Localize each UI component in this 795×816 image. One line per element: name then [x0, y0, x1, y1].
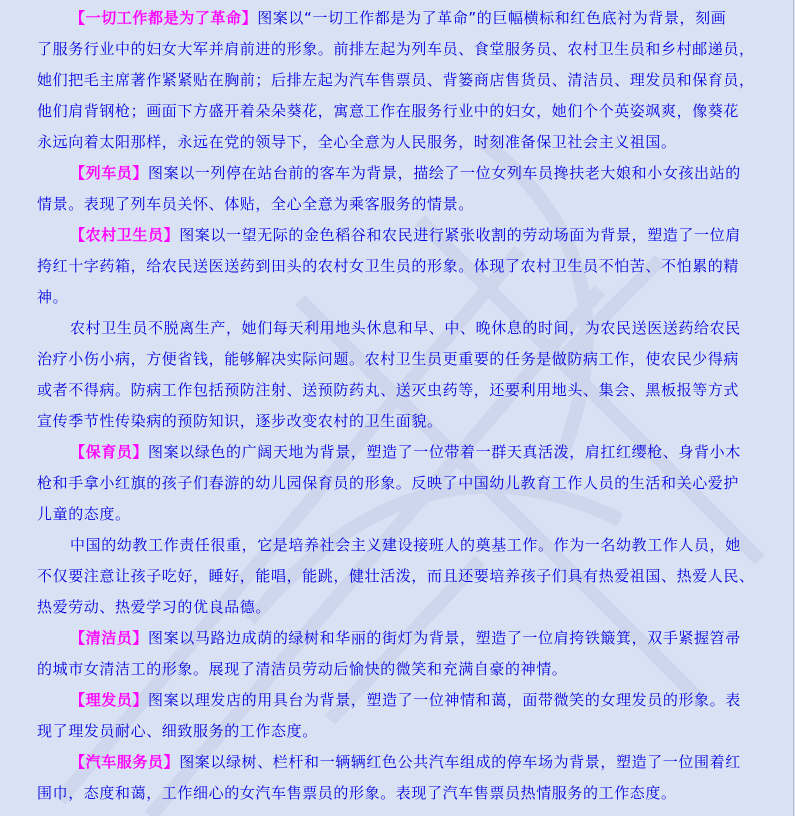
paragraph-line: 中国的幼教工作责任很重，它是培养社会主义建设接班人的奠基工作。作为一名幼教工作人员，她: [70, 536, 741, 554]
paragraph-text: 图案以绿色的广阔天地为背景，塑造了一位带着一群天真活泼，肩扛红缨枪、身背小木: [148, 443, 741, 461]
section-heading: 【农村卫生员】: [70, 226, 180, 244]
section-heading: 【清洁员】: [70, 629, 149, 647]
paragraph-line: 农村卫生员不脱离生产，她们每天利用地头休息和早、中、晚休息的时间，为农民送医送药给农民: [70, 319, 741, 337]
section-heading: 【汽车服务员】: [70, 753, 180, 771]
paragraph-line: 的城市女清洁工的形象。展现了清洁员劳动后愉快的微笑和充满自豪的神情。: [37, 660, 568, 678]
paragraph-line: 围巾，态度和蔼，工作细心的女汽车售票员的形象。表现了汽车售票员热情服务的工作态度。: [37, 784, 677, 802]
section-heading: 【理发员】: [70, 691, 149, 709]
paragraph-line: [37, 158, 757, 189]
paragraph-line: [37, 685, 757, 716]
paragraph-text: 图案以一列停在站台前的客车为背景，描绘了一位女列车员搀扶老大娘和小女孩出站的: [148, 164, 741, 182]
paragraph-line: 现了理发员耐心、细致服务的工作态度。: [37, 722, 318, 740]
paragraph-text: 图案以一望无际的金色稻谷和农民进行紧张收割的劳动场面为背景，塑造了一位肩: [179, 226, 741, 244]
paragraph-line: 他们肩背钢枪；画面下方盛开着朵朵葵花，寓意工作在服务行业中的妇女，她们个个英姿飒爽，像葵花: [37, 102, 740, 120]
paragraph-line: 儿童的态度。: [37, 505, 131, 523]
paragraph-line: 不仅要注意让孩子吃好，睡好，能唱，能跳，健壮活泼，而且还要培养孩子们具有热爱祖国、热爱人民、: [37, 567, 755, 585]
paragraph-text: 图案以绿树、栏杆和一辆辆红色公共汽车组成的停车场为背景，塑造了一位围着红: [179, 753, 741, 771]
paragraph-text: 图案以理发店的用具台为背景，塑造了一位神情和蔼，面带微笑的女理发员的形象。表: [148, 691, 741, 709]
paragraph-line: [37, 437, 757, 468]
section-heading: 【一切工作都是为了革命】: [70, 9, 258, 27]
paragraph-line: 或者不得病。防病工作包括预防注射、送预防药丸、送灭虫药等，还要利用地头、集会、黑板报等方式: [37, 381, 740, 399]
paragraph-line: 热爱劳动、热爱学习的优良品德。: [37, 598, 272, 616]
paragraph-line: 枪和手拿小红旗的孩子们春游的幼儿园保育员的形象。反映了中国幼儿教育工作人员的生活和关心爱护: [37, 474, 740, 492]
section-heading: 【保育员】: [70, 443, 149, 461]
paragraph-line: [37, 747, 757, 778]
paragraph-text: 图案以马路边成荫的绿树和华丽的街灯为背景，塑造了一位肩挎铁簸箕，双手紧握笤帚: [148, 629, 741, 647]
paragraph-line: 了服务行业中的妇女大军并肩前进的形象。前排左起为列车员、食堂服务员、农村卫生员和乡村邮递员，: [37, 40, 755, 58]
paragraph-text: 图案以“一切工作都是为了革命”的巨幅横标和红色底衬为背景，刻画: [257, 9, 727, 27]
paragraph-line: 情景。表现了列车员关怀、体贴，全心全意为乘客服务的情景。: [37, 195, 474, 213]
page-right-border: [793, 0, 794, 816]
paragraph-line: [37, 220, 757, 251]
section-heading: 【列车员】: [70, 164, 149, 182]
paragraph-line: 她们把毛主席著作紧紧贴在胸前；后排左起为汽车售票员、背篓商店售货员、清洁员、理发员和保育员，: [37, 71, 755, 89]
paragraph-line: 宣传季节性传染病的预防知识，逐步改变农村的卫生面貌。: [37, 412, 443, 430]
paragraph-line: 永远向着太阳那样，永远在党的领导下，全心全意为人民服务，时刻准备保卫社会主义祖国。: [37, 133, 677, 151]
paragraph-line: 治疗小伤小病，方便省钱，能够解决实际问题。农村卫生员更重要的任务是做防病工作，使农民少得病: [37, 350, 740, 368]
article-body: [37, 3, 757, 809]
paragraph-line: 挎红十字药箱，给农民送医送药到田头的农村女卫生员的形象。体现了农村卫生员不怕苦、不怕累的精: [37, 257, 740, 275]
paragraph-line: [37, 623, 757, 654]
paragraph-line: [37, 3, 757, 34]
paragraph-line: 神。: [37, 288, 69, 306]
